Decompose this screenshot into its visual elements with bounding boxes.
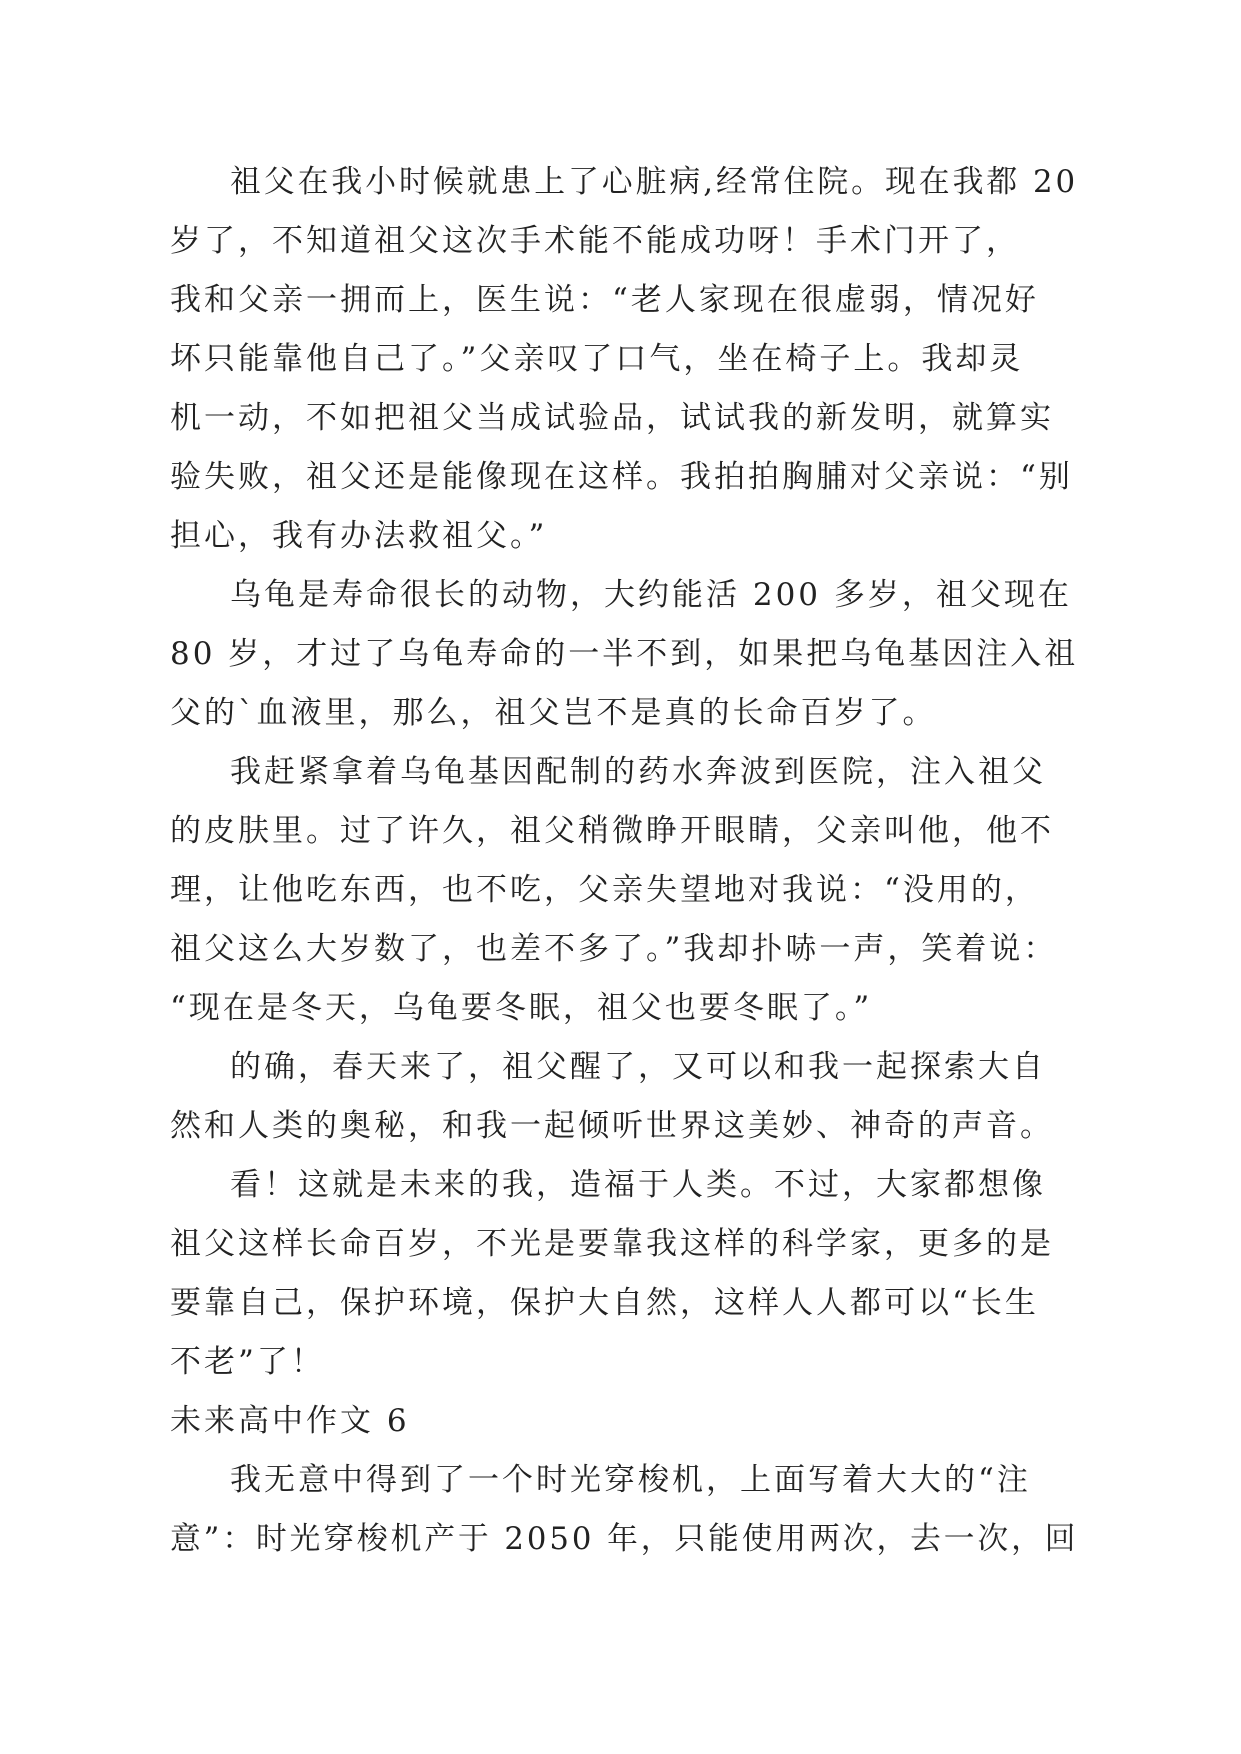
body-text-line: 要靠自己，保护环境，保护大自然，这样人人都可以“长生 xyxy=(170,1285,1039,1321)
body-text-line: 然和人类的奥秘，和我一起倾听世界这美妙、神奇的声音。 xyxy=(170,1108,1054,1144)
body-text-line: 看！这就是未来的我，造福于人类。不过，大家都想像 xyxy=(230,1167,1046,1203)
body-text-line: 不老”了！ xyxy=(170,1344,325,1380)
body-text-line: 80 岁，才过了乌龟寿命的一半不到，如果把乌龟基因注入祖 xyxy=(170,636,1079,672)
body-text-line: 我无意中得到了一个时光穿梭机，上面写着大大的“注 xyxy=(230,1462,1031,1498)
body-text-line: 理，让他吃东西，也不吃，父亲失望地对我说：“没用的， xyxy=(170,872,1039,908)
body-text-line: 岁了，不知道祖父这次手术能不能成功呀！手术门开了， xyxy=(170,223,1020,259)
body-text-line: 担心，我有办法救祖父。” xyxy=(170,518,548,554)
body-text-line: 机一动，不如把祖父当成试验品，试试我的新发明，就算实 xyxy=(170,400,1054,436)
body-text-line: 祖父这么大岁数了，也差不多了。”我却扑哧一声，笑着说： xyxy=(170,931,1058,967)
body-text-line: 我和父亲一拥而上，医生说：“老人家现在很虚弱，情况好 xyxy=(170,282,1039,318)
body-text-line: “现在是冬天，乌龟要冬眠，祖父也要冬眠了。” xyxy=(170,990,873,1026)
section-heading: 未来高中作文 6 xyxy=(170,1403,410,1439)
body-text-line: 验失败，祖父还是能像现在这样。我拍拍胸脯对父亲说：“别 xyxy=(170,459,1073,495)
body-text-line: 坏只能靠他自己了。”父亲叹了口气，坐在椅子上。我却灵 xyxy=(170,341,1024,377)
body-text-line: 的确，春天来了，祖父醒了，又可以和我一起探索大自 xyxy=(230,1049,1046,1085)
body-text-line: 我赶紧拿着乌龟基因配制的药水奔波到医院，注入祖父 xyxy=(230,754,1046,790)
body-text-line: 祖父在我小时候就患上了心脏病,经常住院。现在我都 20 xyxy=(230,164,1079,200)
body-text-line: 意”：时光穿梭机产于 2050 年，只能使用两次，去一次，回 xyxy=(170,1521,1079,1557)
body-text-line: 父的`血液里，那么，祖父岂不是真的长命百岁了。 xyxy=(170,695,937,731)
body-text-line: 的皮肤里。过了许久，祖父稍微睁开眼睛，父亲叫他，他不 xyxy=(170,813,1054,849)
body-text-line: 祖父这样长命百岁，不光是要靠我这样的科学家，更多的是 xyxy=(170,1226,1054,1262)
body-text-line: 乌龟是寿命很长的动物，大约能活 200 多岁，祖父现在 xyxy=(230,577,1072,613)
